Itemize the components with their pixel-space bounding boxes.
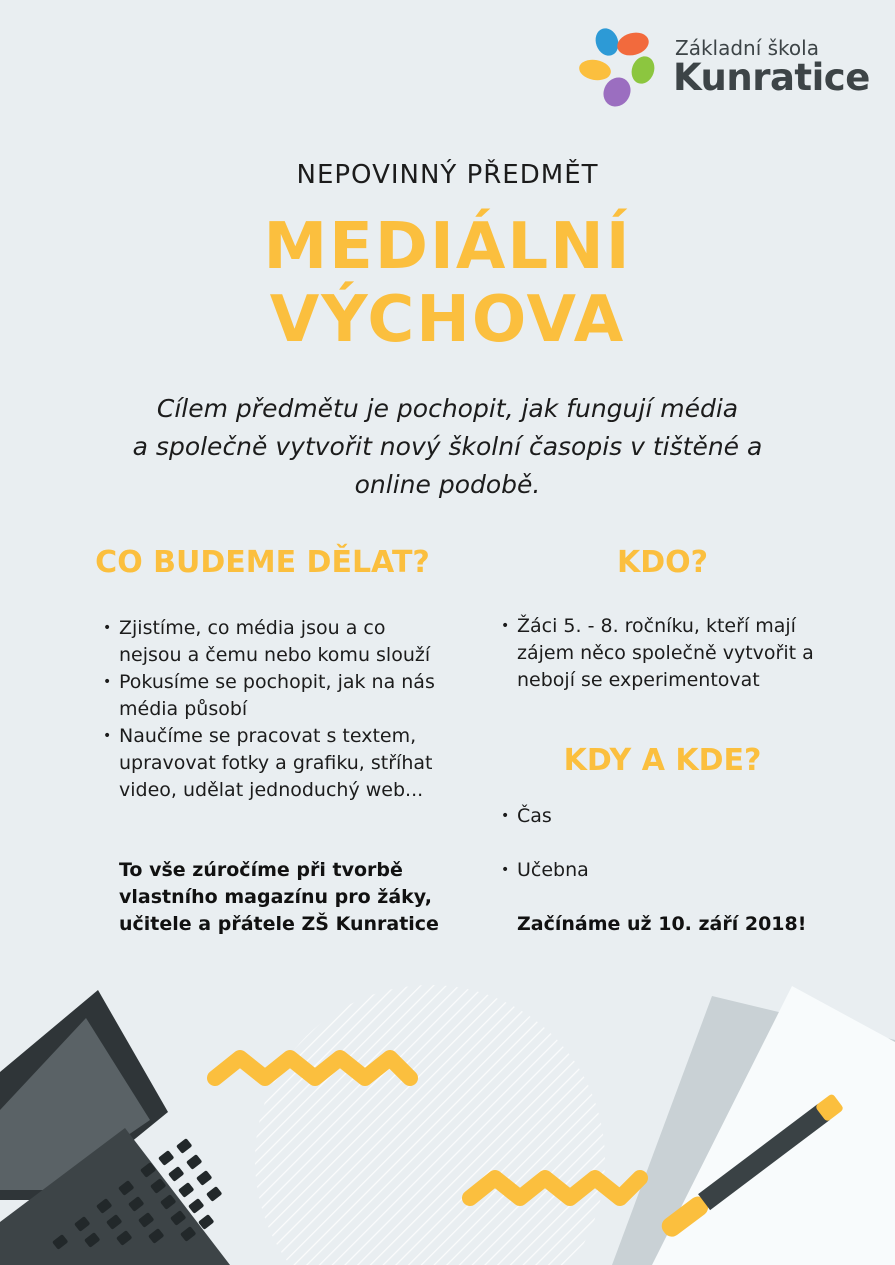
when-section-heading: KDY A KDE? xyxy=(563,743,762,778)
list-item: • Naučíme se pracovat s textem, upravovat fotky a grafiku, stříhat video, udělat jednoduchý web... xyxy=(101,723,451,804)
summary-note: To vše zúročíme při tvorbě vlastního magazínu pro žáky, učitele a přátele ZŠ Kunratice xyxy=(119,859,439,935)
desk-illustration xyxy=(0,960,895,1265)
list-item: • Pokusíme se pochopit, jak na nás média působí xyxy=(101,669,451,723)
school-logo-icon xyxy=(577,24,663,110)
who-list xyxy=(499,613,859,694)
goal-line: Cílem předmětu je pochopit, jak fungují média xyxy=(156,394,739,423)
goal-line: a společně vytvořit nový školní časopis v tištěné a xyxy=(132,432,763,461)
list-item: • Zjistíme, co média jsou a co nejsou a čemu nebo komu slouží xyxy=(101,615,451,669)
list-item: • Čas xyxy=(499,803,859,830)
list-item: • Žáci 5. - 8. ročníku, kteří mají zájem něco společně vytvořit a nebojí se experimentovat xyxy=(499,613,859,694)
goal-description xyxy=(80,390,815,504)
who-section-heading: KDO? xyxy=(616,545,709,580)
what-list xyxy=(101,615,451,804)
when-list xyxy=(499,803,859,911)
list-item: • Učebna xyxy=(499,857,859,884)
goal-line: online podobě. xyxy=(354,470,541,499)
hatched-circle xyxy=(255,985,605,1265)
subject-label: NEPOVINNÝ PŘEDMĚT xyxy=(296,160,599,190)
logo-school-name: Kunratice xyxy=(673,56,870,99)
school-logo xyxy=(577,24,877,110)
start-date-note: Začínáme už 10. září 2018! xyxy=(517,913,807,935)
what-section-heading: CO BUDEME DĚLAT? xyxy=(95,545,430,580)
page-title-line-1: MEDIÁLNÍ xyxy=(263,210,632,284)
logo-school-type: Základní škola xyxy=(675,36,819,60)
laptop-icon xyxy=(0,990,230,1265)
page-title-line-2: VÝCHOVA xyxy=(269,283,626,357)
